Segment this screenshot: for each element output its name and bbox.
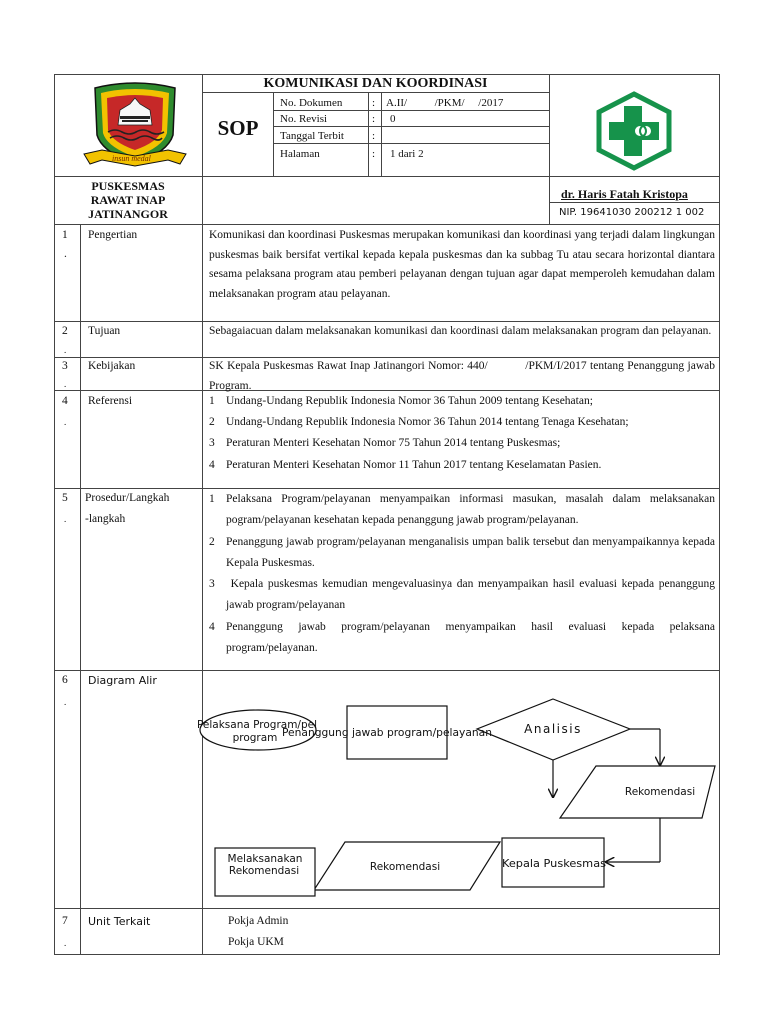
section-number: 7: [62, 915, 68, 927]
section-label: Prosedur/Langkah: [85, 492, 170, 504]
section-label: Diagram Alir: [88, 674, 157, 687]
unit-item: Pokja UKM: [228, 936, 284, 948]
section-dot: .: [64, 379, 67, 389]
document-title: KOMUNIKASI DAN KOORDINASI: [263, 76, 488, 91]
flow-text-analisis: Analisis: [524, 722, 582, 736]
section-number: 3: [62, 360, 68, 372]
section-number: 2: [62, 325, 68, 337]
section-dot: .: [64, 345, 67, 355]
procedure-step: 3 Kepala puskesmas kemudian mengevaluasinya dan menyampaikan hasil evaluasi kepada penanggung jawab program/pelayanan: [209, 578, 718, 612]
meta-label: No. Revisi: [280, 113, 328, 125]
section-dot: .: [64, 938, 67, 948]
flow-text-penanggung: Penanggung jawab program/pelayanan: [282, 727, 492, 739]
flow-text-melaksanakan-2: Rekomendasi: [228, 865, 300, 877]
meta-label: Tanggal Terbit: [280, 130, 344, 142]
meta-label: No. Dokumen: [280, 97, 343, 109]
section-dot: .: [64, 248, 67, 260]
section-number: 5: [62, 492, 68, 504]
flow-text-rekomendasi-2: Rekomendasi: [369, 861, 441, 873]
reference-item: 1 Undang-Undang Republik Indonesia Nomor 36 Tahun 2009 tentang Kesehatan;: [209, 395, 593, 407]
unit-item: Pokja Admin: [228, 915, 289, 927]
sop-label: SOP: [217, 116, 259, 140]
flow-text-pelaksana-2: program: [232, 732, 278, 744]
section-text: Sebagaiacuan dalam melaksanakan komunikasi dan koordinasi dalam melaksanakan program dan pelayanan.: [209, 325, 712, 337]
section-text: SK Kepala Puskesmas Rawat Inap Jatinangori Nomor: 440/ /PKM/I/2017 tentang Penanggung jawab Program.: [209, 360, 718, 392]
meta-sep: :: [372, 130, 376, 142]
procedure-step: 1 Pelaksana Program/pelayanan menyampaikan informasi masukan, masalah dalam melaksanakan pogram/pelayanan kesehatan kepada penanggung jawab program/pelayanan.: [209, 493, 715, 527]
section-label: Referensi: [88, 395, 133, 407]
section-number: 1: [62, 229, 68, 241]
section-number: 4: [62, 395, 68, 407]
procedure-step: 2 Penanggung jawab program/pelayanan menganalisis umpan balik tersebut dan menyampaikannya kepada Kepala Puskesmas.: [209, 535, 715, 569]
meta-sep: :: [372, 148, 376, 160]
meta-value: A.II/ /PKM/ /2017: [386, 97, 504, 109]
procedure-step: 4 Penanggung jawab program/pelayanan menyampaikan hasil evaluasi kepada pelaksana program/pelayanan.: [209, 620, 715, 655]
section-dot: .: [64, 697, 67, 707]
flow-text-melaksanakan-1: Melaksanakan: [227, 853, 303, 865]
meta-sep: :: [372, 113, 376, 125]
section-dot: .: [64, 514, 67, 524]
section-text: Komunikasi dan koordinasi Puskesmas merupakan komunikasi dan koordinasi yang terjadi dalam lingkungan puskesmas baik bersifat vertikal kepada kepala puskesmas dan ka subbag Tu atau secara horizontal diantara sesama pelaksana program atau pemberi pelayanan dengan tujuan agar dapat memperoleh kemudahan dalam melaksanakan program atau pelayanan.: [209, 229, 715, 300]
section-label-cont: -langkah: [85, 513, 126, 525]
section-label: Kebijakan: [88, 360, 136, 372]
flow-text-kepala: Kepala Puskesmas: [502, 858, 606, 870]
signer-name: dr. Haris Fatah Kristopa: [561, 187, 688, 201]
meta-value: 0: [390, 113, 396, 125]
meta-label: Halaman: [280, 148, 320, 160]
section-number: 6: [62, 674, 68, 686]
section-label: Pengertian: [88, 229, 138, 241]
reference-item: 4 Peraturan Menteri Kesehatan Nomor 11 Tahun 2017 tentang Keselamatan Pasien.: [209, 458, 602, 471]
reference-item: 2 Undang-Undang Republik Indonesia Nomor 36 Tahun 2014 tentang Tenaga Kesehatan;: [209, 416, 629, 429]
section-label: Unit Terkait: [88, 915, 151, 928]
flow-text-pelaksana-1: Pelaksana Program/pel: [196, 719, 318, 731]
section-label: Tujuan: [88, 325, 121, 337]
logo-motto: insun medal: [112, 154, 151, 163]
meta-value: 1 dari 2: [390, 148, 424, 160]
section-dot: .: [64, 417, 67, 427]
institution-name: PUSKESMAS RAWAT INAP JATINANGOR: [88, 179, 168, 221]
flow-text-rekomendasi-1: Rekomendasi: [624, 786, 696, 798]
signer-nip: NIP. 19641030 200212 1 002: [559, 207, 705, 218]
reference-item: 3 Peraturan Menteri Kesehatan Nomor 75 Tahun 2014 tentang Puskesmas;: [209, 437, 561, 450]
meta-sep: :: [372, 97, 376, 109]
